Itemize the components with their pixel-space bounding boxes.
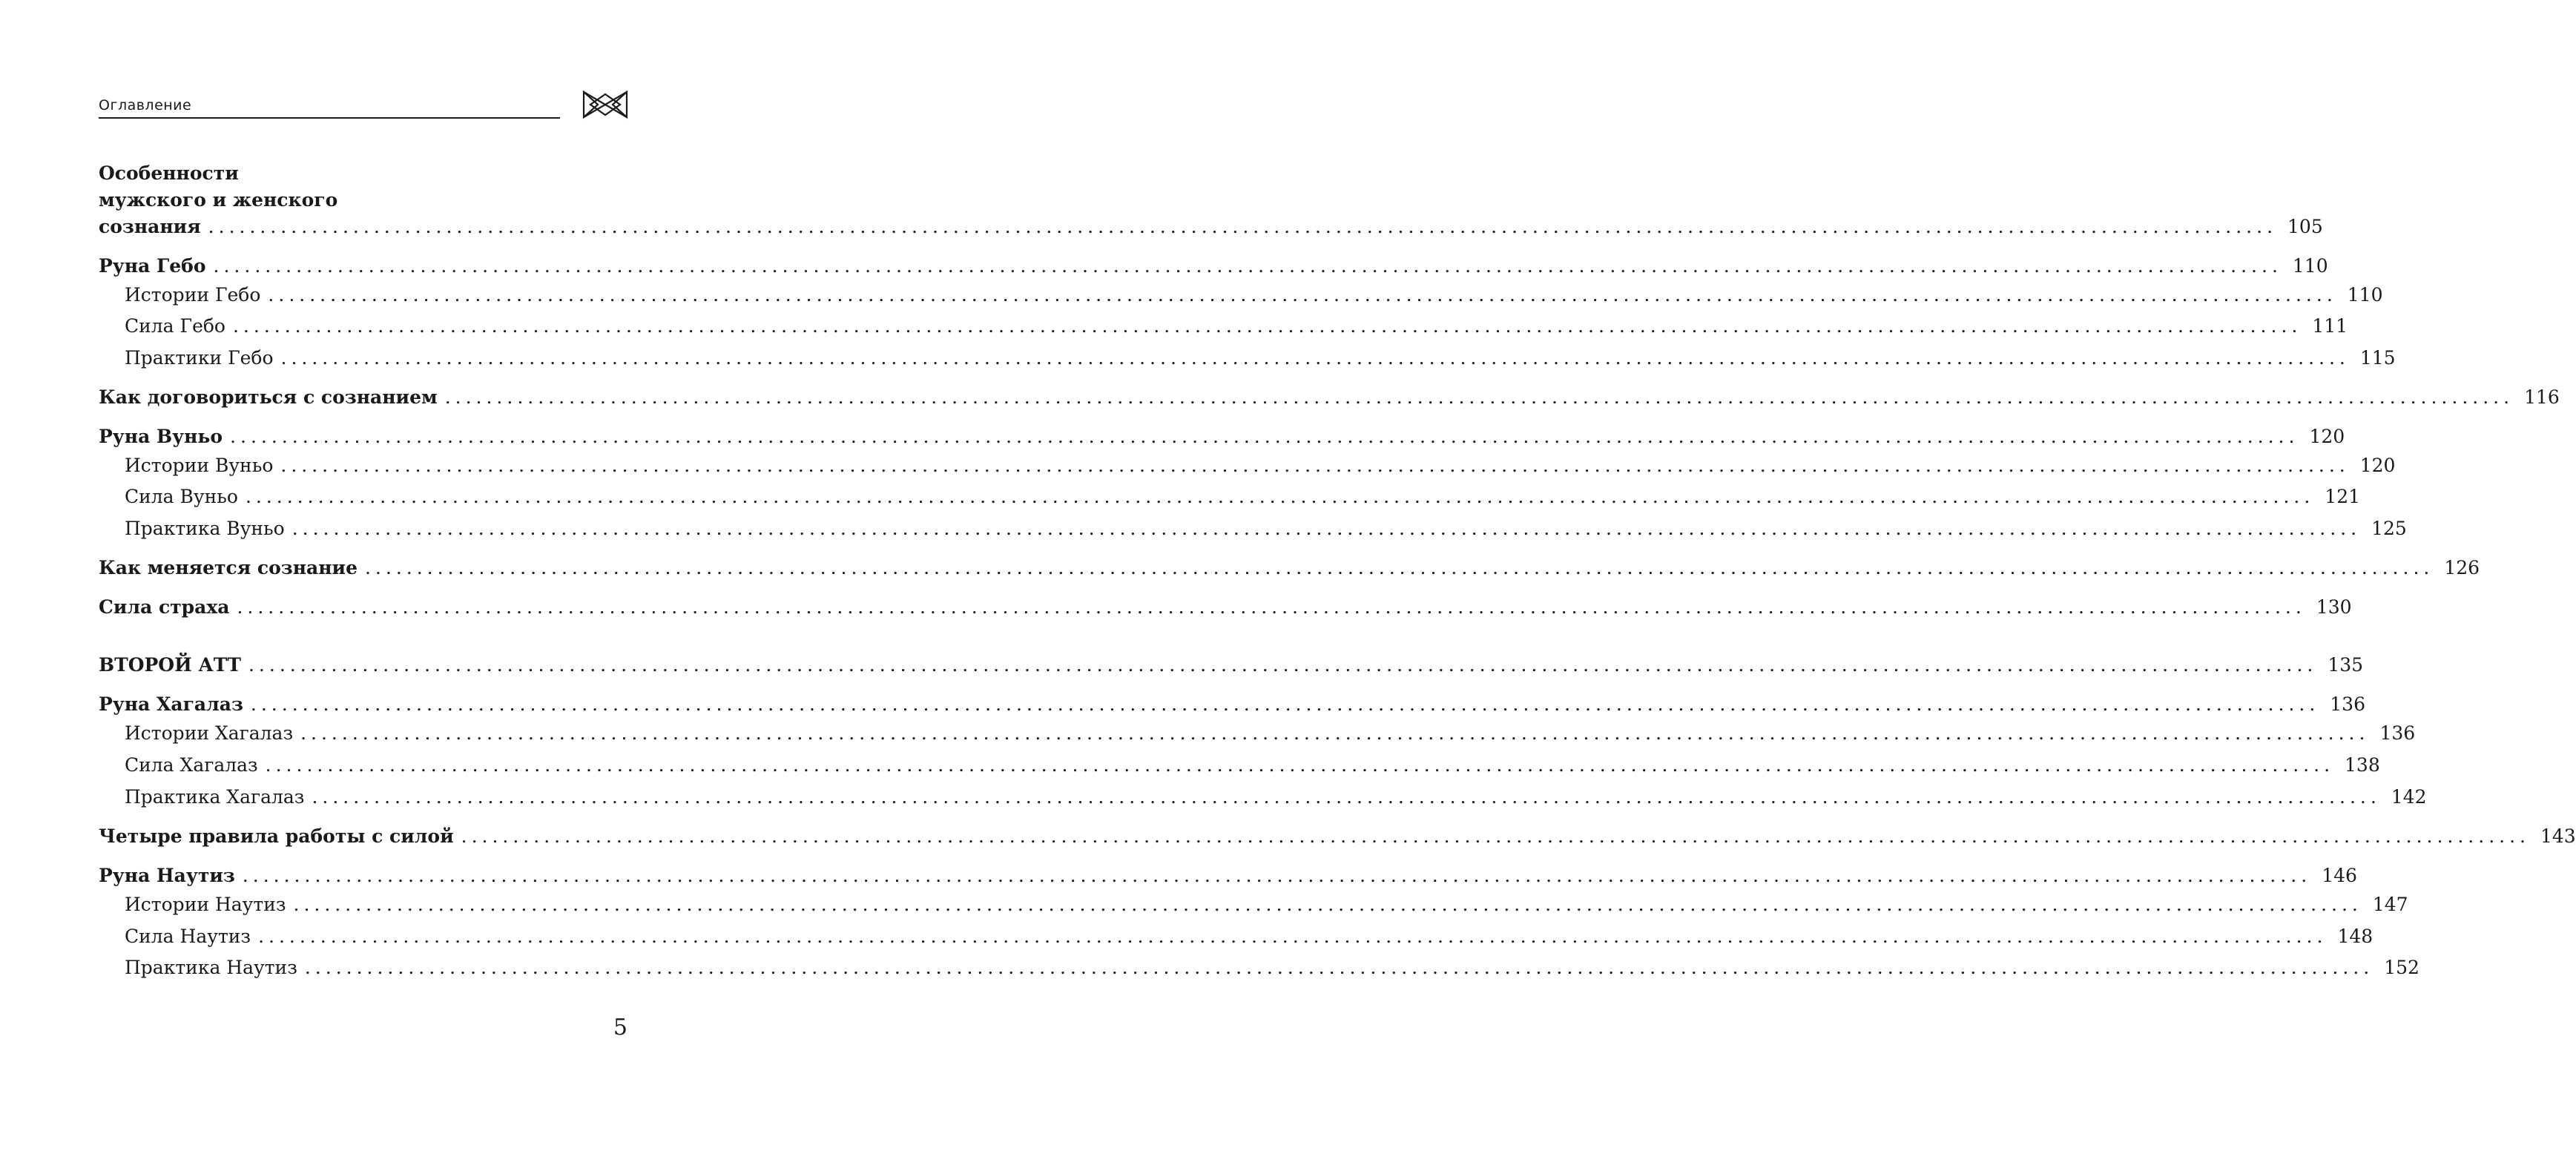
toc-entry-label: Сила Хагалаз — [125, 754, 258, 776]
toc-entry[interactable] — [99, 691, 2365, 718]
toc-entry-page: 126 — [2444, 557, 2480, 578]
toc-entry-label: Руна Гебо — [99, 255, 206, 277]
toc-entry-label: Руна Вуньо — [99, 426, 223, 447]
toc-leader-dots: ........................................................................................................................................................................................................ — [293, 894, 2362, 915]
toc-entry-label: Как договориться с сознанием — [99, 386, 438, 408]
toc-entry-label: Сила страха — [99, 596, 230, 618]
toc-entry-page: 148 — [2337, 926, 2374, 947]
toc-entry-label: Практика Наутиз — [125, 957, 297, 978]
toc-leader-dots: ........................................................................................................................................................................................................ — [250, 693, 2320, 715]
toc-entry[interactable] — [99, 863, 2357, 889]
toc-entry-label: Истории Вуньо — [125, 455, 274, 476]
toc-subentry[interactable] — [125, 752, 2380, 779]
toc-entry-page: 125 — [2371, 518, 2407, 539]
toc-leader-dots: ........................................................................................................................................................................................................ — [280, 347, 2350, 369]
toc-entry-page: 135 — [2328, 654, 2364, 676]
toc-subentry[interactable] — [125, 954, 2419, 981]
toc-leader-dots: ........................................................................................................................................................................................................ — [444, 386, 2514, 408]
toc-entry-label: Руна Наутиз — [99, 865, 235, 886]
toc-entry[interactable] — [99, 823, 2576, 850]
toc-entry-page: 138 — [2345, 754, 2380, 776]
toc-entry-page: 116 — [2524, 386, 2560, 408]
toc-entry[interactable] — [99, 423, 2345, 450]
toc-entry-page: 121 — [2325, 486, 2361, 507]
toc-entry-label: Истории Наутиз — [125, 894, 286, 915]
toc-subentry[interactable] — [125, 282, 2383, 309]
toc-leader-dots: ........................................................................................................................................................................................................ — [291, 518, 2362, 539]
toc-leader-dots: ........................................................................................................................................................................................................ — [304, 957, 2374, 978]
toc-entry-page: 110 — [2292, 255, 2328, 277]
toc-entry-label: сознания — [99, 216, 201, 237]
toc-entry[interactable] — [99, 384, 2560, 411]
page-number: 5 — [613, 1015, 627, 1040]
toc-leader-dots: ........................................................................................................................................................................................................ — [213, 255, 2282, 277]
toc-entry-page: 143 — [2540, 825, 2576, 847]
toc-entry-page: 111 — [2312, 315, 2348, 337]
toc-subentry[interactable] — [125, 923, 2374, 950]
toc-entry[interactable] — [99, 555, 2480, 581]
toc-entry-label: Практика Вуньо — [125, 518, 285, 539]
toc-leader-dots: ........................................................................................................................................................................................................ — [232, 315, 2302, 337]
toc-entry[interactable] — [99, 253, 2328, 280]
toc-leader-dots: ........................................................................................................................................................................................................ — [268, 284, 2337, 306]
toc-leader-dots: ........................................................................................................................................................................................................ — [245, 486, 2315, 507]
toc-subentry[interactable] — [125, 784, 2427, 811]
toc-entry-page: 105 — [2287, 216, 2323, 237]
toc-subentry[interactable] — [125, 345, 2396, 372]
toc-leader-dots: ........................................................................................................................................................................................................ — [461, 825, 2530, 847]
toc-leader-dots: ........................................................................................................................................................................................................ — [300, 722, 2370, 744]
toc-entry-label: Истории Хагалаз — [125, 722, 294, 744]
toc-entry-page: 146 — [2322, 865, 2357, 886]
toc-subentry[interactable] — [125, 452, 2396, 479]
toc-entry-page: 152 — [2384, 957, 2419, 978]
running-header — [99, 96, 560, 119]
toc-entry-page: 147 — [2372, 894, 2408, 915]
toc-leader-dots: ........................................................................................................................................................................................................ — [237, 596, 2306, 618]
toc-entry-label: ВТОРОЙ АТТ — [99, 654, 241, 676]
header-title: Оглавление — [99, 97, 192, 113]
toc-entry-label: Руна Хагалаз — [99, 693, 243, 715]
toc-entry-label: Практика Хагалаз — [125, 786, 305, 808]
toc-entry-page: 142 — [2391, 786, 2427, 808]
toc-entry[interactable] — [99, 160, 2323, 240]
toc-leader-dots: ........................................................................................................................................................................................................ — [242, 865, 2312, 886]
toc-subentry[interactable] — [125, 720, 2416, 747]
toc-subentry[interactable] — [125, 313, 2348, 340]
toc-leader-dots: ........................................................................................................................................................................................................ — [364, 557, 2434, 578]
toc-entry-page: 136 — [2379, 722, 2416, 744]
toc-leader-dots: ........................................................................................................................................................................................................ — [230, 426, 2299, 447]
toc-leader-dots: ........................................................................................................................................................................................................ — [280, 455, 2350, 476]
toc-entry-page: 136 — [2330, 693, 2365, 715]
toc-entry-label: Сила Наутиз — [125, 926, 251, 947]
toc-entry-label: Истории Гебо — [125, 284, 261, 306]
toc-entry-page: 120 — [2359, 455, 2396, 476]
toc-entry-page: 110 — [2347, 284, 2383, 306]
toc-entry-page: 130 — [2316, 596, 2352, 618]
toc-leader-dots: ........................................................................................................................................................................................................ — [312, 786, 2381, 808]
rune-ornament-icon — [583, 91, 627, 118]
toc-entry[interactable] — [99, 652, 2364, 679]
toc-entry[interactable] — [99, 594, 2352, 621]
toc-entry-label: Практики Гебо — [125, 347, 274, 369]
toc-entry-label: Сила Вуньо — [125, 486, 238, 507]
toc-leader-dots: ........................................................................................................................................................................................................ — [265, 754, 2335, 776]
toc-leader-dots: ........................................................................................................................................................................................................ — [208, 216, 2278, 237]
toc-entry-line: мужского и женского — [99, 189, 338, 211]
toc-entry-label: Сила Гебо — [125, 315, 225, 337]
toc-entry-line: Особенности — [99, 162, 239, 184]
toc-leader-dots: ........................................................................................................................................................................................................ — [248, 654, 2318, 676]
toc-subentry[interactable] — [125, 515, 2407, 542]
toc-subentry[interactable] — [125, 891, 2408, 918]
toc-entry-label: Как меняется сознание — [99, 557, 358, 578]
toc-entry-page: 120 — [2309, 426, 2345, 447]
toc-entry-page: 115 — [2359, 347, 2396, 369]
toc-subentry[interactable] — [125, 484, 2361, 510]
toc-leader-dots: ........................................................................................................................................................................................................ — [258, 926, 2328, 947]
toc-entry-label: Четыре правила работы с силой — [99, 825, 454, 847]
